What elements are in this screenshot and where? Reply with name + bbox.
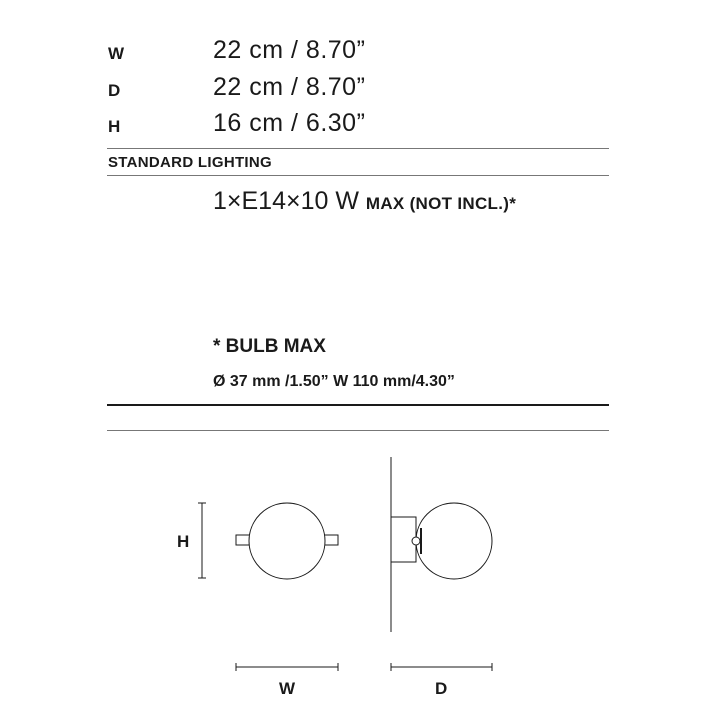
height-dimension-line	[198, 503, 206, 578]
dimension-value-height: 16 cm / 6.30”	[213, 109, 366, 137]
bulb-max-title: * BULB MAX	[213, 336, 326, 357]
depth-dimension-line	[391, 663, 492, 671]
dimension-value-depth: 22 cm / 8.70”	[213, 73, 366, 101]
standard-lighting-spec-note: MAX (NOT INCL.)*	[365, 194, 517, 213]
drawing-label-height: H	[177, 532, 190, 551]
side-view-lamp	[391, 457, 492, 632]
dimension-value-width: 22 cm / 8.70”	[213, 36, 366, 64]
standard-lighting-spec: 1×E14×10 W	[213, 187, 359, 215]
bulb-max-detail: Ø 37 mm /1.50” W 110 mm/4.30”	[213, 373, 455, 390]
front-view-lamp	[236, 503, 338, 579]
width-dimension-line	[236, 663, 338, 671]
drawing-label-depth: D	[435, 679, 448, 698]
drawing-label-width: W	[279, 679, 296, 698]
dimension-label-width: W	[108, 44, 125, 63]
standard-lighting-title: STANDARD LIGHTING	[108, 154, 272, 171]
dimension-label-height: H	[108, 117, 121, 136]
dimension-label-depth: D	[108, 81, 121, 100]
